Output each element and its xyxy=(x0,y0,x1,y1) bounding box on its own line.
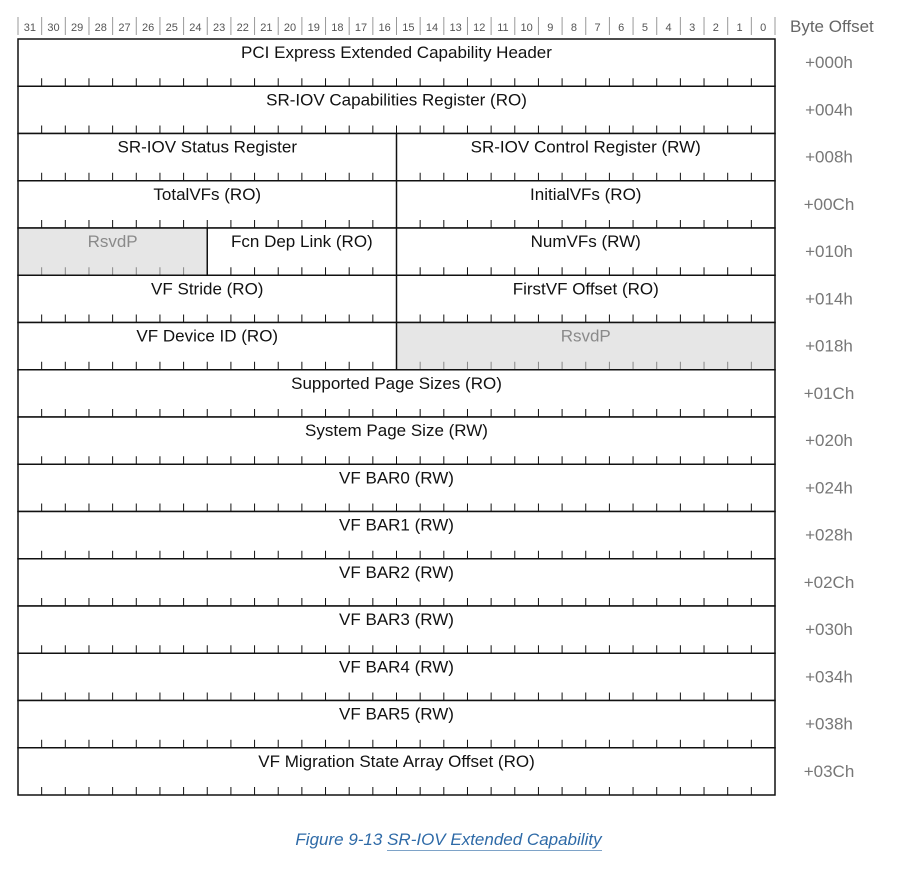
bit-number: 19 xyxy=(307,22,320,34)
field-label: PCI Express Extended Capability Header xyxy=(241,43,552,62)
bit-number: 6 xyxy=(618,22,625,34)
bit-number: 20 xyxy=(283,22,297,34)
byte-offsets-column xyxy=(804,53,855,781)
bit-number: 31 xyxy=(23,22,36,34)
field-label: NumVFs (RW) xyxy=(530,232,641,251)
register-row xyxy=(18,370,775,417)
bit-number: 13 xyxy=(449,22,462,34)
field-label: Fcn Dep Link (RO) xyxy=(231,232,373,251)
bit-number: 9 xyxy=(547,22,554,34)
register-row xyxy=(18,86,775,133)
field-label: SR-IOV Control Register (RW) xyxy=(470,137,701,157)
register-row xyxy=(18,606,775,653)
bit-number: 2 xyxy=(712,22,719,34)
field-label: System Page Size (RW) xyxy=(305,421,488,440)
bit-number: 29 xyxy=(71,22,84,34)
bit-number: 22 xyxy=(236,22,249,34)
byte-offset: +008h xyxy=(805,147,853,167)
field-label: VF Migration State Array Offset (RO) xyxy=(258,751,535,771)
bit-number: 17 xyxy=(354,22,368,34)
byte-offset: +030h xyxy=(805,620,853,639)
byte-offset: +02Ch xyxy=(803,572,855,592)
byte-offset: +024h xyxy=(805,478,853,498)
byte-offset: +01Ch xyxy=(803,383,855,403)
bit-number: 26 xyxy=(141,22,155,34)
register-row xyxy=(18,464,775,511)
field-label: VF BAR5 (RW) xyxy=(339,704,454,724)
bit-number: 0 xyxy=(760,22,767,34)
field-label: VF BAR3 (RW) xyxy=(339,610,454,629)
field-label: VF BAR4 (RW) xyxy=(339,657,454,677)
bit-number: 8 xyxy=(570,22,577,34)
register-row xyxy=(18,181,775,228)
byte-offset: +020h xyxy=(805,431,853,450)
field-label: SR-IOV Capabilities Register (RO) xyxy=(266,90,527,110)
reserved-field-label: RsvdP xyxy=(87,232,138,251)
byte-offset: +03Ch xyxy=(803,761,855,781)
field-label: VF BAR0 (RW) xyxy=(339,468,454,488)
bit-number: 24 xyxy=(189,22,202,34)
register-row xyxy=(18,512,775,559)
register-row xyxy=(18,748,775,795)
bit-number: 10 xyxy=(520,22,533,34)
byte-offset: +00Ch xyxy=(803,194,855,214)
bit-number: 12 xyxy=(473,22,486,34)
bit-number: 5 xyxy=(641,22,648,34)
bit-number-header xyxy=(18,17,775,35)
field-label: InitialVFs (RO) xyxy=(530,184,642,204)
bit-number: 3 xyxy=(689,22,696,34)
register-row xyxy=(18,228,775,275)
bit-number: 25 xyxy=(165,22,178,34)
field-label: VF Stride (RO) xyxy=(151,279,264,299)
bit-number: 1 xyxy=(736,22,743,34)
field-label: VF Device ID (RO) xyxy=(136,326,279,346)
byte-offset-label: Byte Offset xyxy=(790,17,874,36)
register-row xyxy=(18,134,775,181)
bit-number: 15 xyxy=(402,22,415,34)
bit-number: 4 xyxy=(665,22,672,34)
byte-offset: +028h xyxy=(805,525,853,545)
byte-offset: +038h xyxy=(805,714,853,734)
field-label: VF BAR2 (RW) xyxy=(339,562,454,582)
bit-number: 11 xyxy=(497,22,509,34)
register-row xyxy=(18,653,775,700)
figure-caption xyxy=(0,830,897,850)
byte-offset: +010h xyxy=(805,242,853,261)
bit-number: 18 xyxy=(331,22,344,34)
field-label: TotalVFs (RO) xyxy=(153,184,262,204)
register-row xyxy=(18,39,775,86)
field-label: VF BAR1 (RW) xyxy=(339,515,454,535)
bit-number: 23 xyxy=(212,22,226,34)
register-row xyxy=(18,323,775,370)
bit-number: 21 xyxy=(260,22,273,34)
field-label: SR-IOV Status Register xyxy=(117,137,298,157)
register-row xyxy=(18,701,775,748)
byte-offset: +018h xyxy=(805,336,853,356)
register-row xyxy=(18,559,775,606)
register-rows xyxy=(18,39,775,795)
byte-offset: +034h xyxy=(805,667,853,687)
register-row xyxy=(18,417,775,464)
register-row xyxy=(18,275,775,322)
bit-number: 7 xyxy=(594,22,601,34)
figure-number: Figure 9-13 xyxy=(295,830,383,849)
byte-offset: +014h xyxy=(805,289,853,309)
figure-title: SR-IOV Extended Capability xyxy=(387,830,602,849)
bit-number: 27 xyxy=(118,22,131,34)
bit-number: 28 xyxy=(94,22,107,34)
field-label: Supported Page Sizes (RO) xyxy=(291,373,502,393)
byte-offset: +000h xyxy=(805,53,853,72)
reserved-field-label: RsvdP xyxy=(560,326,611,346)
bit-number: 16 xyxy=(378,22,391,34)
bit-number: 30 xyxy=(47,22,60,34)
byte-offset: +004h xyxy=(805,100,853,120)
field-label: FirstVF Offset (RO) xyxy=(512,279,659,299)
bit-number: 14 xyxy=(425,22,439,34)
